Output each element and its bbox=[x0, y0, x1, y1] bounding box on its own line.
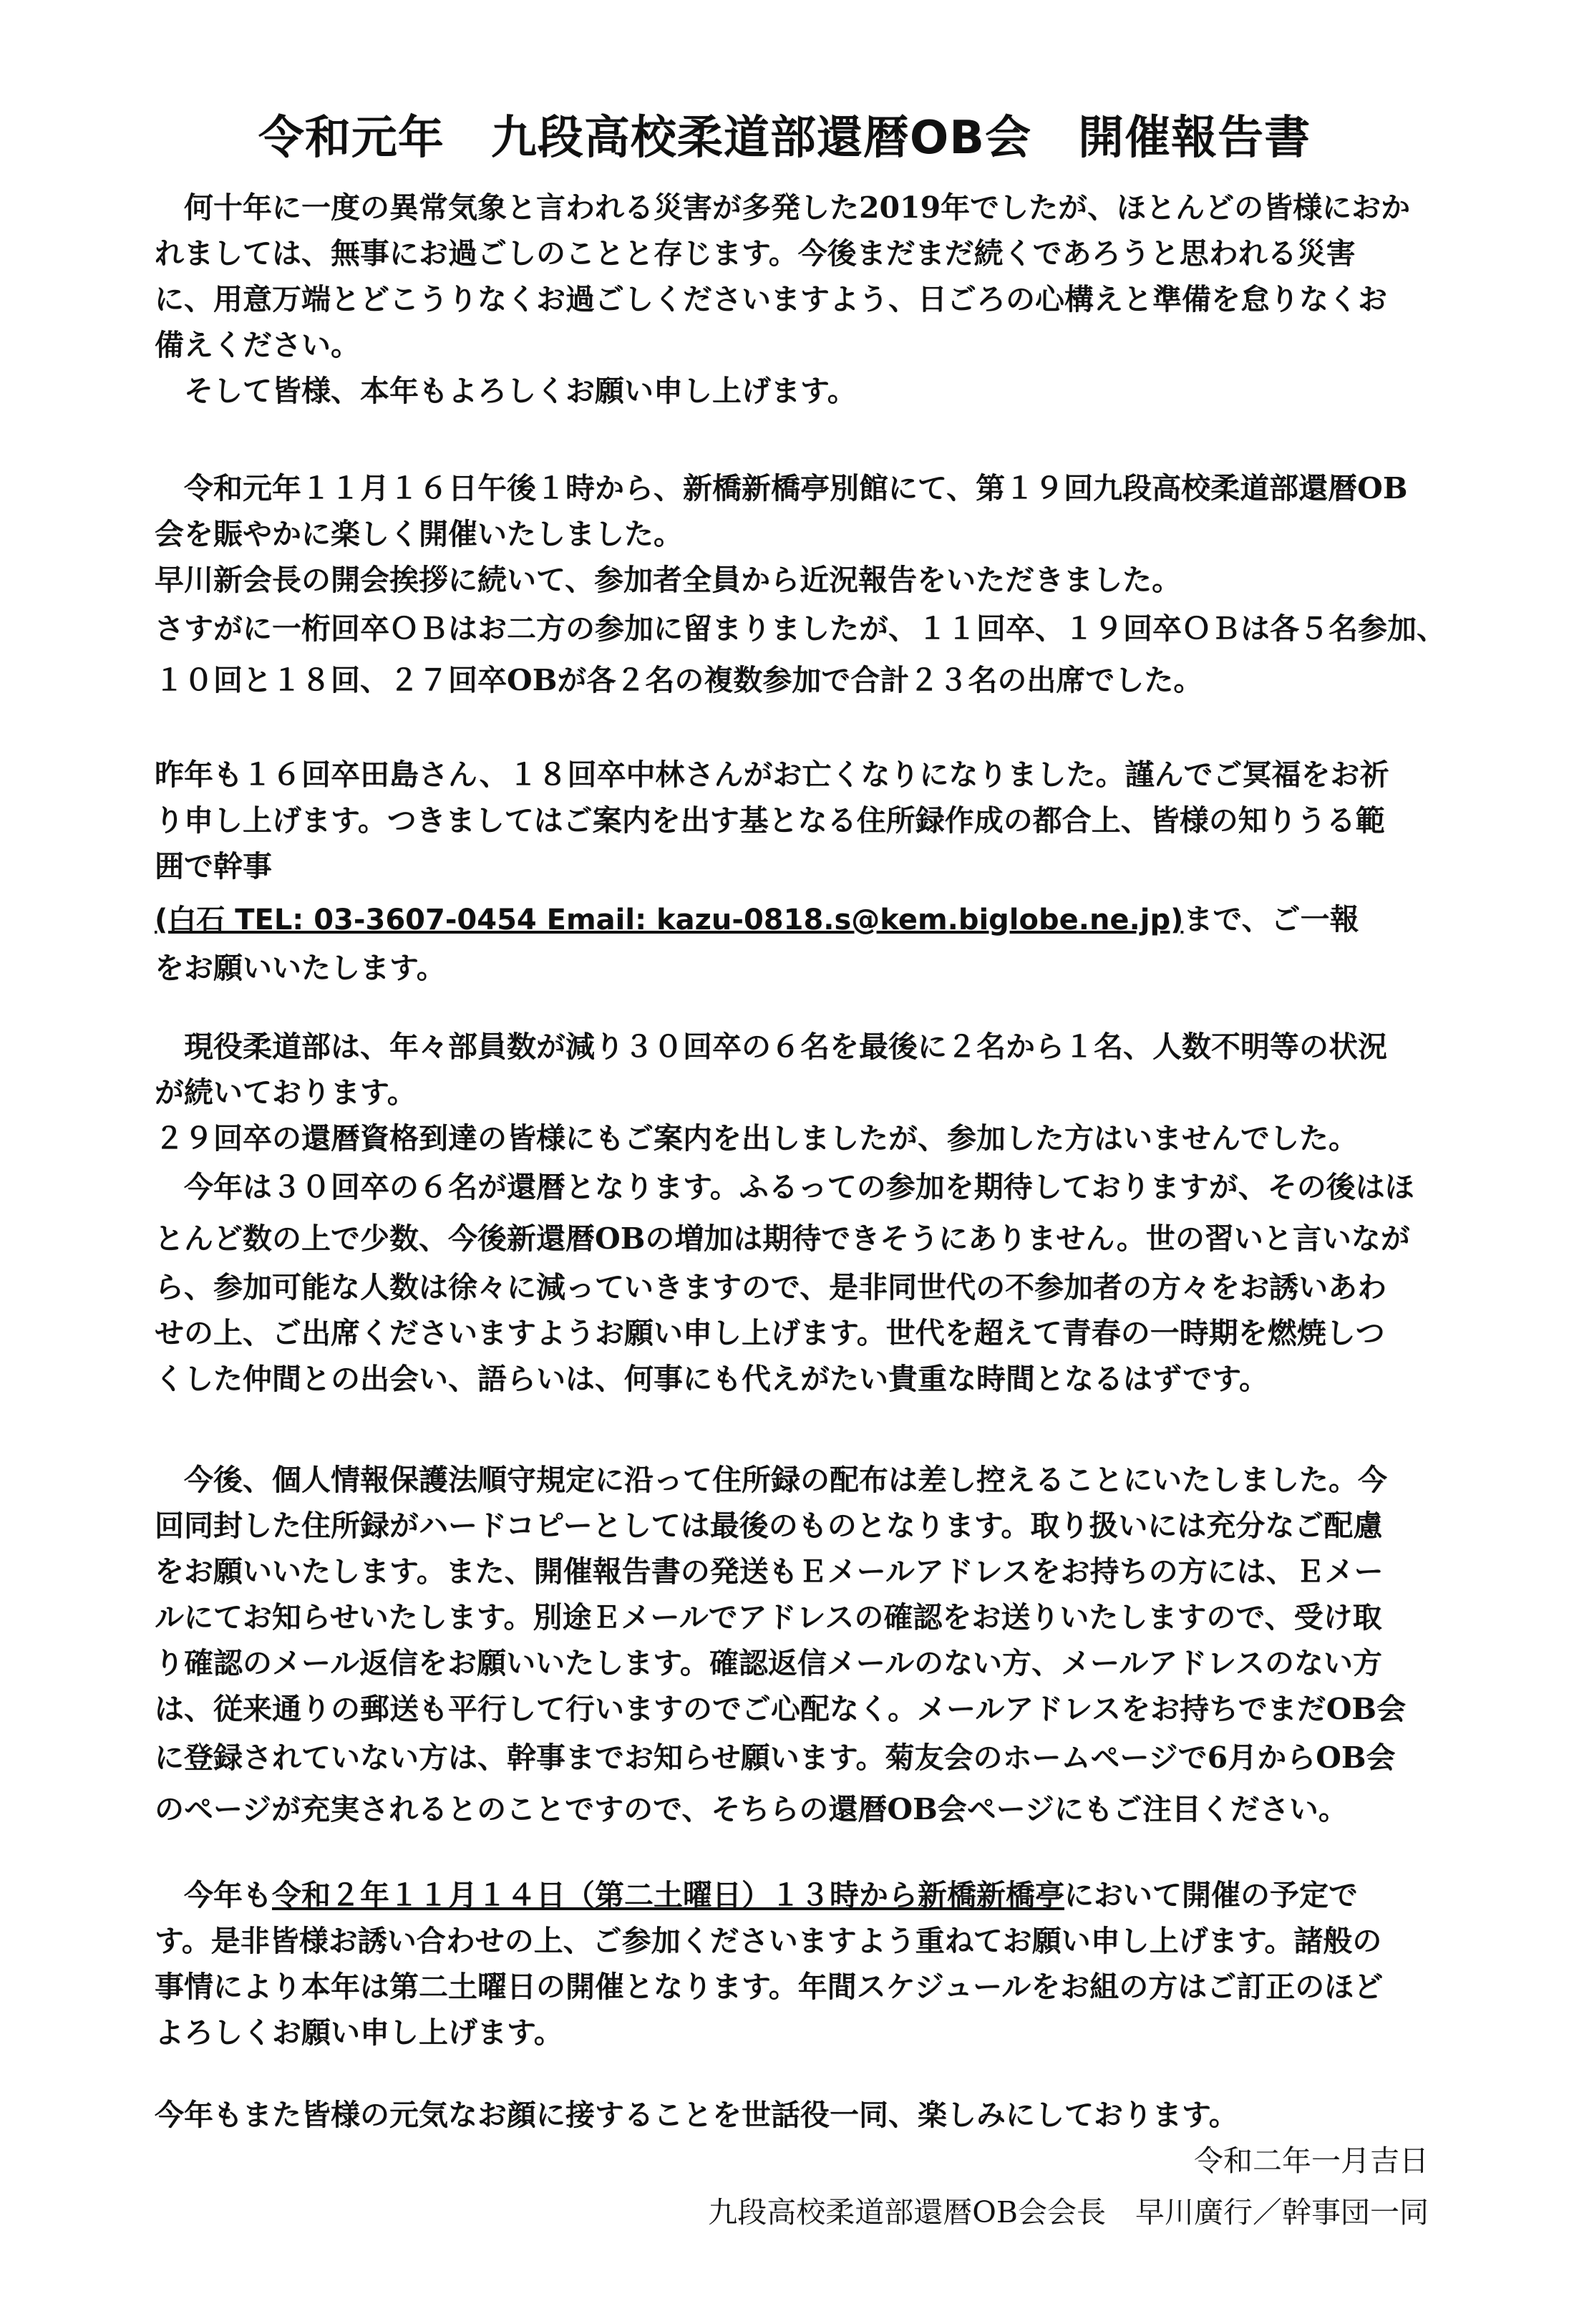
text-line: に登録されていない方は、幹事までお知らせ願います。菊友会のホームページで6月からOB会 bbox=[155, 1740, 1396, 1775]
document-title: 令和元年 九段高校柔道部還暦OB会 開催報告書 bbox=[258, 112, 1311, 165]
paragraph-greeting bbox=[155, 185, 1429, 414]
text-line: そして皆様、本年もよろしくお願い申し上げます。 bbox=[155, 374, 857, 408]
text-line: り申し上げます。つきましてはご案内を出す基となる住所録作成の都合上、皆様の知りうる範 bbox=[155, 803, 1385, 838]
text-line: 今後、個人情報保護法順守規定に沿って住所録の配布は差し控えることにいたしました。今 bbox=[155, 1463, 1387, 1497]
text-line: 事情により本年は第二土曜日の開催となります。年間スケジュールをお組の方はご訂正のほど bbox=[155, 1970, 1384, 2004]
text-line: れましては、無事にお過ごしのことと存じます。今後まだまだ続くであろうと思われる災害 bbox=[155, 236, 1356, 271]
text-line: 会を賑やかに楽しく開催いたしました。 bbox=[155, 517, 683, 551]
text-line: のページが充実されるとのことですので、そちらの還暦OB会ページにもご注目ください。 bbox=[155, 1792, 1348, 1826]
text-line: よろしくお願い申し上げます。 bbox=[155, 2015, 563, 2050]
text-line: 囲で幹事 bbox=[155, 849, 272, 883]
paragraph-event-report bbox=[155, 465, 1446, 706]
text-line: をお願いいたします。また、開催報告書の発送もＥメールアドレスをお持ちの方には、Ｅメー bbox=[155, 1554, 1384, 1589]
closing-block bbox=[155, 2092, 1429, 2235]
text-line: 現役柔道部は、年々部員数が減り３０回卒の６名を最後に２名から１名、人数不明等の状況 bbox=[155, 1030, 1387, 1064]
paragraph-condolence bbox=[155, 752, 1429, 991]
text-line: せの上、ご出席くださいますようお願い申し上げます。世代を超えて青春の一時期を燃焼しつ bbox=[155, 1316, 1385, 1350]
paragraph-current-club bbox=[155, 1024, 1429, 1402]
text-line: 今年は３０回卒の６名が還暦となります。ふるっての参加を期待しておりますが、その後はほ bbox=[155, 1170, 1414, 1204]
text-line: す。是非皆様お誘い合わせの上、ご参加くださいますよう重ねてお願い申し上げます。諸般の bbox=[155, 1924, 1382, 1958]
text-line: とんど数の上で少数、今後新還暦OBの増加は期待できそうにありません。世の習いと言いなが bbox=[155, 1221, 1410, 1256]
text-line: １０回と１８回、２７回卒OBが各２名の複数参加で合計２３名の出席でした。 bbox=[155, 663, 1203, 697]
text-line: ら、参加可能な人数は徐々に減っていきますので、是非同世代の不参加者の方々をお誘いあわ bbox=[155, 1270, 1387, 1304]
text-line: 令和元年１１月１６日午後１時から、新橋新橋亭別館にて、第１９回九段高校柔道部還暦OB bbox=[155, 471, 1408, 505]
text-line: は、従来通りの郵送も平行して行いますのでご心配なく。メールアドレスをお持ちでまだOB会 bbox=[155, 1692, 1407, 1726]
date-line: 令和二年一月吉日 bbox=[1194, 2144, 1429, 2178]
closing-line: 今年もまた皆様の元気なお顔に接することを世話役一同、楽しみにしております。 bbox=[155, 2098, 1238, 2132]
event-date-venue: 令和２年１１月１４日（第二土曜日）１３時から新橋新橋亭 bbox=[272, 1878, 1064, 1912]
text-line: 回同封した住所録がハードコピーとしては最後のものとなります。取り扱いには充分なご配慮 bbox=[155, 1509, 1383, 1543]
text-span: において開催の予定で bbox=[1064, 1878, 1358, 1912]
text-line: ルにてお知らせいたします。別途Ｅメールでアドレスの確認をお送りいたしますので、受け取 bbox=[155, 1600, 1382, 1635]
text-line: をお願いいたします。 bbox=[155, 951, 446, 985]
text-line: 早川新会長の開会挨拶に続いて、参加者全員から近況報告をいただきました。 bbox=[155, 563, 1182, 597]
contact-suffix: まで、ご一報 bbox=[1183, 902, 1359, 936]
text-line bbox=[155, 1872, 1429, 1918]
paragraph-privacy bbox=[155, 1457, 1429, 1835]
text-line: が続いております。 bbox=[155, 1075, 417, 1110]
text-line: 何十年に一度の異常気象と言われる災害が多発した2019年でしたが、ほとんどの皆様におか bbox=[155, 190, 1411, 225]
text-line: 昨年も１６回卒田島さん、１８回卒中林さんがお亡くなりになりました。謹んでご冥福をお祈 bbox=[155, 757, 1389, 792]
text-line: ２９回卒の還暦資格到達の皆様にもご案内を出しましたが、参加した方はいませんでした。 bbox=[155, 1121, 1358, 1156]
text-line: り確認のメール返信をお願いいたします。確認返信メールのない方、メールアドレスのない方 bbox=[155, 1646, 1383, 1680]
contact-info[interactable]: (白石 TEL: 03-3607-0454 Email: kazu-0818.s@kem.biglobe.ne.jp) bbox=[155, 904, 1184, 936]
text-span: 今年も bbox=[155, 1878, 272, 1912]
signature-line: 九段高校柔道部還暦OB会会長 早川廣行／幹事団一同 bbox=[708, 2195, 1429, 2229]
text-line: 備えください。 bbox=[155, 328, 360, 362]
text-line: さすがに一桁回卒ＯＢはお二方の参加に留まりましたが、１１回卒、１９回卒ＯＢは各５名参加、 bbox=[155, 611, 1446, 646]
paragraph-next-event bbox=[155, 1872, 1429, 2056]
contact-line bbox=[155, 894, 1429, 945]
text-line: に、用意万端とどこうりなくお過ごしくださいますよう、日ごろの心構えと準備を怠りなくお bbox=[155, 282, 1387, 316]
text-line: くした仲間との出会い、語らいは、何事にも代えがたい貴重な時間となるはずです。 bbox=[155, 1362, 1268, 1396]
